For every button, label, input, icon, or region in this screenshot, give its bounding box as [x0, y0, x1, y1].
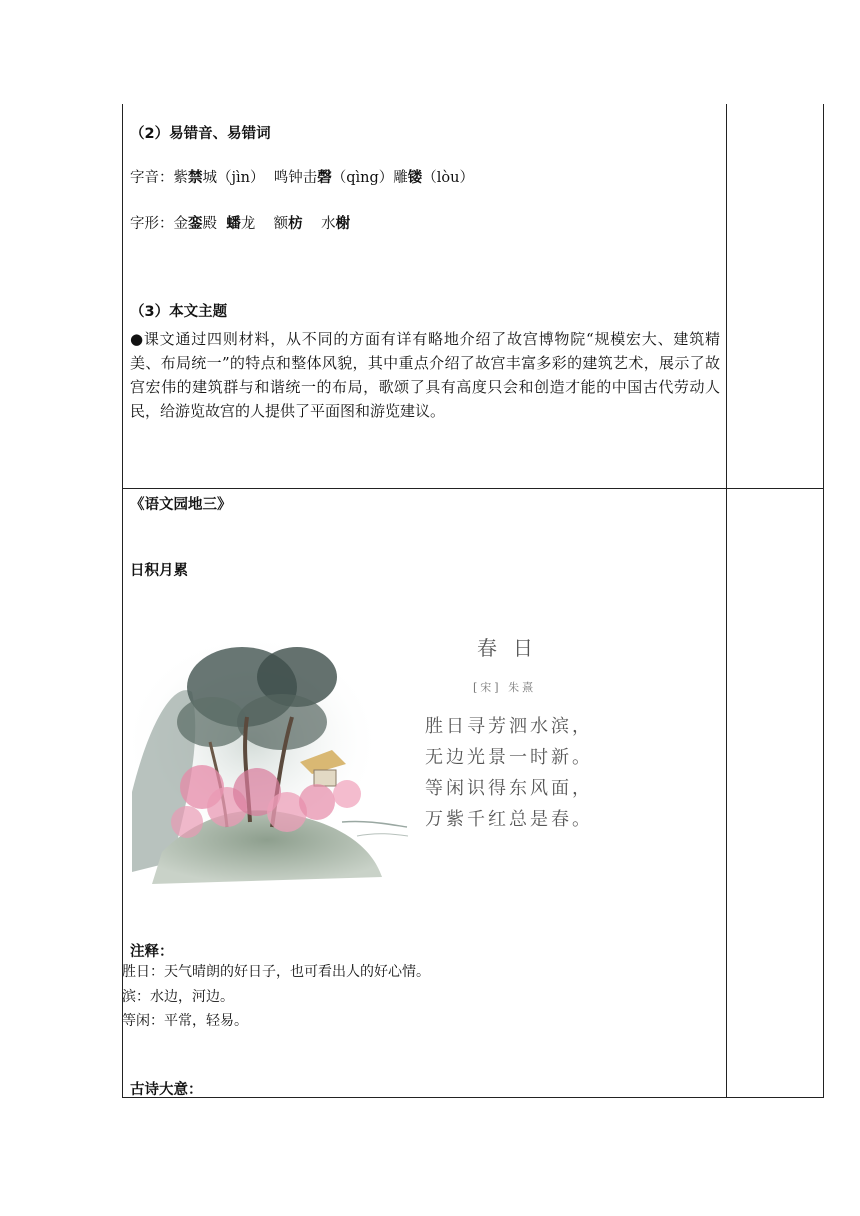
pinyin-prefix: 字音： — [130, 170, 174, 186]
poem-line: 胜日寻芳泗水滨， — [425, 716, 593, 737]
pinyin-reading: （lòu） — [422, 170, 474, 186]
garden-title: 《语文园地三》 — [130, 497, 232, 513]
table-left-border — [122, 104, 123, 1098]
meaning-heading: 古诗大意： — [130, 1082, 203, 1098]
pinyin-word: 雕 — [393, 170, 408, 186]
poem-title: 春日 — [477, 636, 549, 660]
landscape-painting — [132, 622, 412, 896]
glyph-word: 殿 — [202, 216, 217, 232]
pinyin-key-char: 磬 — [317, 169, 332, 186]
pinyin-key-char: 镂 — [407, 169, 423, 186]
glyph-prefix: 字形： — [130, 216, 174, 232]
pinyin-line — [130, 166, 474, 187]
poem-illustration — [132, 622, 602, 896]
poem-lines — [425, 711, 625, 835]
note-line: 胜日：天气晴朗的好日子，也可看出人的好心情。 — [122, 964, 430, 980]
section3-heading: （3）本文主题 — [130, 304, 228, 320]
lesson-table — [122, 104, 824, 1098]
glyph-key-char: 蟠 — [226, 215, 241, 232]
poem-author: [宋] 朱熹 — [473, 681, 537, 694]
poem-line: 万紫千红总是春。 — [425, 809, 593, 830]
section2-heading: （2）易错音、易错词 — [130, 126, 271, 142]
glyph-key-char: 銮 — [188, 215, 203, 232]
glyph-line — [130, 212, 350, 233]
note-line: 滨：水边，河边。 — [122, 989, 234, 1005]
table-column-divider — [726, 104, 727, 1098]
note-line: 等闲：平常，轻易。 — [122, 1013, 248, 1029]
glyph-key-char: 枋 — [288, 215, 303, 232]
pinyin-word: 紫 — [173, 170, 188, 186]
glyph-key-char: 榭 — [335, 215, 351, 232]
table-bottom-border — [122, 1097, 824, 1098]
poem-text — [425, 632, 625, 835]
pinyin-reading: 城（jìn） — [202, 170, 265, 186]
row-divider — [122, 488, 824, 489]
glyph-word: 额 — [273, 216, 289, 232]
notes-heading: 注释： — [130, 944, 174, 960]
poem-line: 无边光景一时新。 — [425, 747, 593, 768]
pinyin-reading: （qìng） — [331, 170, 394, 186]
table-right-border — [823, 104, 824, 1098]
glyph-word: 金 — [173, 216, 188, 232]
theme-paragraph: ●课文通过四则材料，从不同的方面有详有略地介绍了故宫博物院“规模宏大、建筑精美、布局统一”的特点和整体风貌，其中重点介绍了故宫丰富多彩的建筑艺术，展示了故宫宏伟的建筑群与和谐统一的布局，歌颂了具有高度只会和创造才能的中国古代劳动人民，给游览故宫的人提供了平面图和游览建议。 — [130, 330, 720, 420]
glyph-word: 水 — [321, 216, 336, 232]
poem-line: 等闲识得东风面， — [425, 778, 593, 799]
pinyin-key-char: 禁 — [188, 169, 203, 186]
pinyin-word: 鸣钟击 — [273, 170, 318, 186]
garden-subtitle: 日积月累 — [130, 563, 188, 579]
glyph-word: 龙 — [240, 216, 256, 232]
